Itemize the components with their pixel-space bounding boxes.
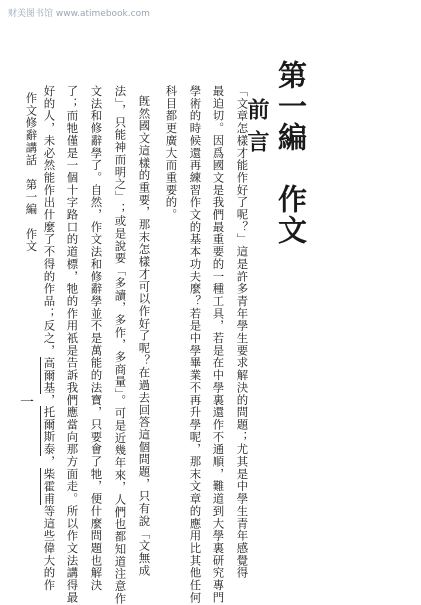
section-title: 前言	[244, 98, 270, 162]
chapter-title: 第一編 作文	[274, 60, 308, 246]
body-column: 科目都更廣大而重要的。	[164, 85, 179, 221]
proper-name: 托爾斯泰	[42, 406, 57, 456]
body-column: 好的人，未必然能作出什麼了不得的作品；反之，高爾基，托爾斯泰，柴霍甫等這些偉大的作	[42, 85, 57, 592]
body-column: 「文章怎樣才能作好了呢？」這是許多青年學生要求解決的問題；尤其是中學生青年感覺得	[235, 85, 250, 579]
body-column: 學術的時候還再練習作文的基本功夫麼？若是中學畢業不再升學呢，那末文章的應用比其他任何	[188, 85, 203, 604]
page-number: 一	[20, 395, 34, 411]
proper-name: 高爾基	[42, 356, 57, 394]
body-column: 了；而牠僅是一個十字路口的道標，牠的作用祇是告訴我們應當向那方面走。所以作文法講得最	[65, 85, 80, 604]
proper-name: 柴霍甫	[42, 467, 57, 505]
body-column: 旣然國文這樣的重要，那末怎樣才可以作好了呢？在過去回答這個問題，只有說「文無成	[137, 95, 152, 577]
body-column: 文法和修辭學了。自然，作文法和修辭學並不是萬能的法寶，只要會了牠，便什麼問題也解決	[89, 85, 104, 592]
watermark-text: 财美图书馆 www.atimebook.com	[8, 9, 150, 19]
body-column: 最迫切。因爲國文是我們最重要的一種工具，若是在中學裏還作不通順，難道到大學裏研究專門	[211, 85, 226, 604]
body-column: 法」，只能神而明之」；或是說要「多讀，多作，多商量」。可是近幾年來，人們也都知道注意作	[113, 85, 128, 605]
running-head: 作文修辭講話 第一編 作文	[24, 92, 39, 253]
